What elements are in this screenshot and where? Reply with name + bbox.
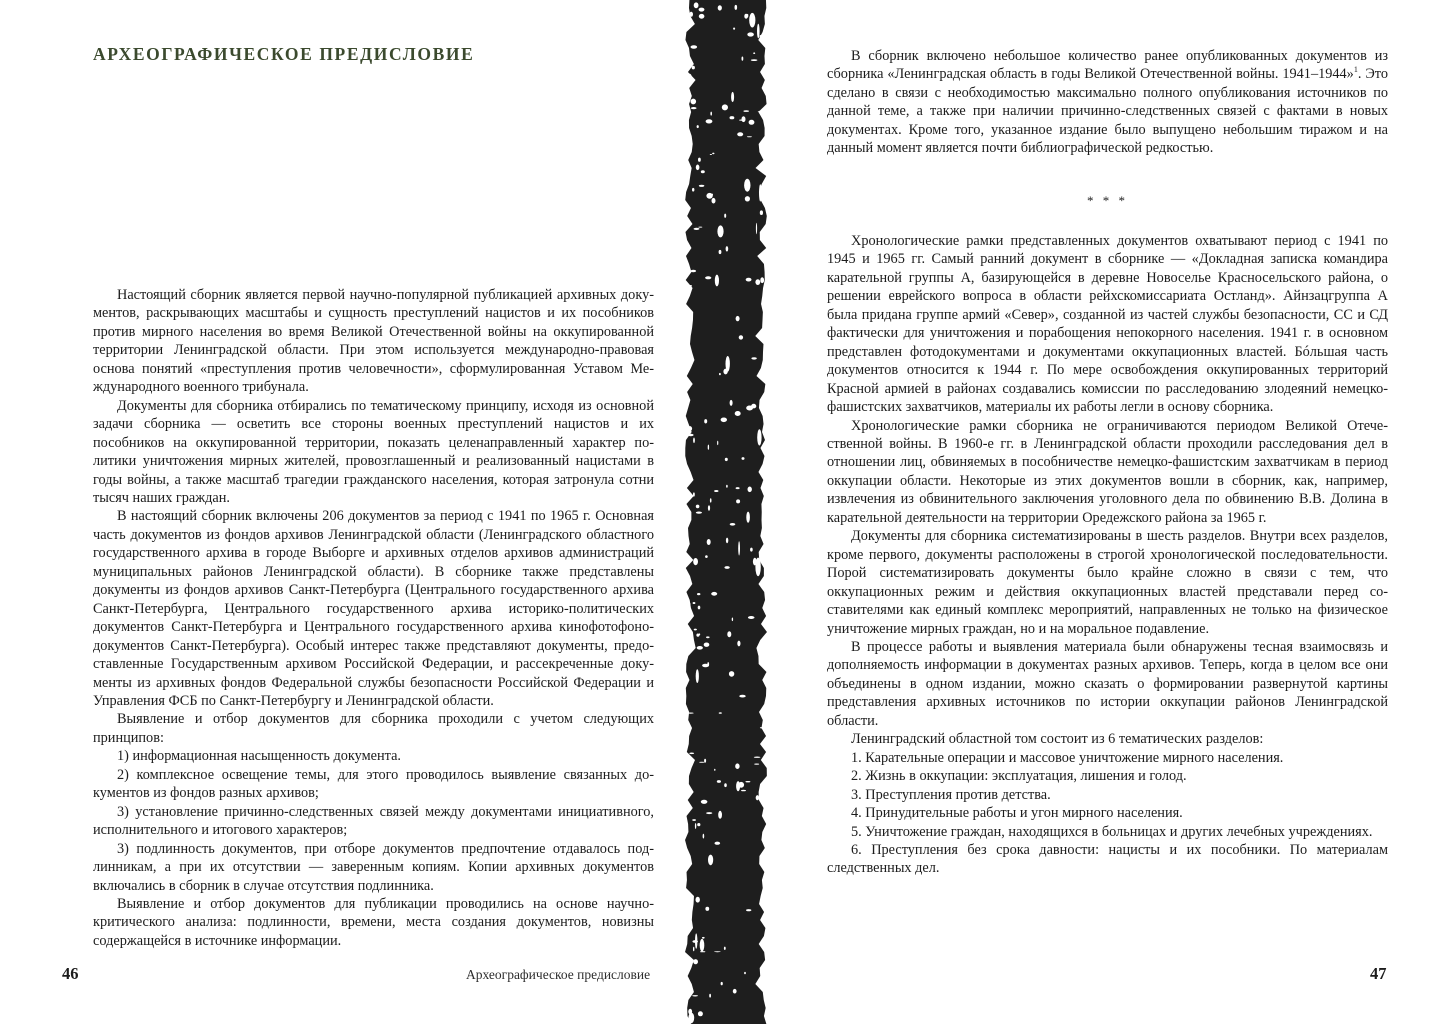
ink-speckle [746, 278, 752, 282]
paragraph: В настоящий сборник включены 206 документов за период с 1941 по 1965 г. Основная часть документов из фондов архивов Ленинградской области (Ленинградского областного государственного архива в городе Выборге и архивных отделов архивов администраций муниципальных районов Ленинградской области). В сборнике также представлены документы из фондов архивов Санкт-Петербурга (Центрального государственного архива Санкт-Петербурга, Центрального государственного архива историко-политических документов Санкт-Петербурга и Центрального государственного архива кинофотофонодокументов Санкт-Петербурга). Особый интерес также представляют документы, предоставленные Государственным архивом Российской Федерации, и рассекреченные документы из архивных фондов Федеральной службы безопасности Российской Федерации и Управления ФСБ по Санкт-Петербургу и Ленинградской области. [93, 508, 654, 709]
ink-speckle [695, 823, 696, 829]
ink-speckle [754, 757, 761, 758]
ink-speckle [692, 66, 695, 70]
ink-speckle [689, 12, 693, 17]
ink-speckle [688, 1013, 694, 1024]
paragraph: Хронологические рамки представленных документов охватывают период с 1941 по 1945 и 1965 гг. Самый ранний документ в сборнике — «Докладная записка командира карательной группы А, базирующейся в деревне Новоселье Красносельского района, о решении еврейского вопроса в области рейхскомиссариата Остланд». Айнзацгруппа А была придана группе армий «Север», созданной из частей службы безопасности, СС и СД фактически для уничтожения и порабощения непокорного населения. 1941 г. в основном представлен фотодокументами и документами оккупационных властей. Бóльшая часть документов относится к 1944 г. По мере освобождения оккупированных территорий Красной армией в районах создавались комиссии по расследованию злодеяний немецко-фашистских захватчиков, материалы их работы легли в основу сборника. [827, 233, 1388, 416]
ink-speckle [726, 246, 729, 251]
list-item: 3) установление причинно-следственных связей между документами инициативного, исполнительного и итогового характеров; [93, 803, 654, 839]
ink-speckle [715, 275, 719, 287]
list-item: 6. Преступления без срока давности: нацисты и их пособники. По материалам следственных дел. [827, 841, 1388, 877]
running-head: Археографическое предисловие [466, 967, 651, 982]
ink-speckle [704, 419, 707, 423]
ink-speckle [758, 111, 764, 112]
paragraph: В процессе работы и выявления материала были обнаружены тесная взаимосвязь и дополняемость информации в документах разных архивов. Теперь, когда в целом все они объединены в одном издании, можно сказать о формировании развернутой картины представления архивных источников по истории оккупации районов Ленинградской области. [827, 638, 1388, 729]
ink-speckle [717, 225, 723, 237]
ink-speckle [725, 458, 728, 461]
list-item: 3) подлинность документов, при отборе документов предпочтение отдавалось подлинникам, а при их отсутствии — заверенным копиям. Копии архивных документов включались в сборник в случае отсутствия подлинника. [93, 840, 654, 894]
ink-speckle [732, 618, 733, 622]
ink-speckle [708, 855, 713, 866]
ink-speckle [704, 759, 706, 763]
ink-speckle [694, 629, 697, 631]
paragraph [827, 47, 1388, 158]
ink-speckle [733, 28, 735, 30]
ink-speckle [727, 631, 731, 637]
ink-speckle [704, 643, 710, 647]
ink-speckle [724, 947, 726, 950]
ink-speckle [706, 193, 712, 199]
ink-speckle [737, 132, 743, 136]
ink-speckle [756, 795, 759, 800]
ink-speckle [699, 633, 700, 635]
ink-speckle [693, 602, 696, 604]
ink-speckle [744, 972, 746, 975]
ink-speckle [698, 1011, 703, 1016]
list-item: 3. Преступления против детства. [851, 786, 1051, 803]
ink-speckle [692, 995, 698, 996]
ink-speckle [721, 982, 723, 985]
ink-speckle [730, 400, 733, 406]
chapter-title: АРХЕОГРАФИЧЕСКОЕ ПРЕДИСЛОВИЕ [93, 44, 475, 64]
ink-speckle [748, 616, 755, 619]
ink-speckle [744, 179, 750, 192]
ink-speckle [689, 285, 692, 287]
ink-speckle [687, 74, 691, 79]
ink-speckle [751, 357, 756, 359]
ink-speckle [698, 158, 701, 162]
ink-speckle [706, 119, 713, 123]
ink-speckle [745, 196, 750, 201]
ink-speckle [696, 165, 700, 171]
paragraph: Документы для сборника систематизированы в шесть разделов. Внутри всех разделов, кроме первого, документы расположены в строгой хронологической последовательности. Порой систематизировать документы было крайне сложно в связи с тем, что оккупационных режим и действия оккупационных властей представали перед составителями как единый комплекс мероприятий, направленных не только на физическое уничтожение мирных граждан, но и на моральное подавление. [827, 528, 1388, 637]
list-item: 1. Карательные операции и массовое уничтожение мирного населения. [851, 749, 1284, 766]
ink-speckle [735, 763, 739, 769]
ink-speckle [698, 606, 701, 610]
ink-speckle [706, 636, 710, 638]
ink-speckle [749, 13, 755, 28]
ink-speckle [719, 712, 722, 714]
ink-speckle [756, 223, 757, 234]
ink-speckle [760, 277, 764, 283]
ink-speckle [697, 593, 700, 595]
ink-speckle [739, 695, 745, 698]
ink-speckle [726, 485, 728, 488]
ink-speckle [753, 52, 755, 54]
ink-speckle [747, 136, 752, 137]
ink-speckle [702, 937, 705, 939]
ink-speckle [736, 781, 740, 791]
ink-speckle [705, 555, 708, 558]
ink-speckle [757, 24, 760, 39]
section-separator: * * * [1087, 193, 1128, 208]
list-item: 2) комплексное освещение темы, для этого проводилось выявление связанных документов из фондов разных архивов; [93, 766, 654, 802]
ink-speckle [696, 897, 700, 903]
ink-speckle [712, 198, 716, 204]
ink-speckle [717, 441, 718, 445]
ink-speckle [691, 99, 697, 105]
ink-speckle [688, 713, 694, 714]
ink-speckle [737, 641, 740, 647]
ink-speckle [707, 539, 711, 545]
ink-speckle [699, 185, 705, 187]
ink-speckle [693, 492, 695, 496]
ink-speckle [731, 92, 734, 102]
ink-speckle [688, 426, 692, 431]
ink-speckle [742, 116, 746, 122]
right-body-text [827, 232, 1388, 878]
ink-speckle [718, 5, 722, 10]
ink-speckle [691, 270, 697, 272]
intro-text-continued: . Это сделано в связи с необходимостью максимально полного опубликования источников по данной теме, а также при наличии причинно-следственных связей с фактами в новых документах. Кроме того, указанное издание было выпущено небольшим тиражом и на данный момент является почти библиографической редкостью. [827, 66, 1389, 157]
ink-speckle [757, 429, 761, 445]
list-item: 1) информационная насыщенность документа. [117, 748, 401, 765]
ink-speckle [699, 14, 705, 19]
ink-speckle [719, 373, 721, 375]
ink-speckle [706, 812, 712, 814]
ink-speckle [755, 558, 760, 577]
ink-speckle [760, 35, 764, 38]
ink-speckle [724, 214, 726, 218]
ink-speckle [739, 335, 743, 339]
ink-speckle [712, 153, 714, 155]
ink-speckle [694, 2, 699, 8]
page-number-right: 47 [1370, 964, 1387, 983]
ink-speckle [724, 566, 729, 569]
ink-speckle [742, 57, 744, 61]
ink-speckle [747, 32, 754, 36]
ink-speckle [749, 120, 755, 125]
paragraph: Документы для сборника отбирались по тематическому принципу, исходя из основной задачи сборника — осветить все стороны военных преступлений нацистов и их пособников на оккупированной территории, показать целенаправленный характер политики уничтожения мирных жителей, провозглашенный и реализованный нацистами в годы войны, а также масштаб трагедии гражданского населения, которая затронула сотни тысяч наших граждан. [93, 397, 654, 506]
right-intro-text [827, 47, 1388, 158]
list-item: 2. Жизнь в оккупации: эксплуатация, лишения и голод. [851, 768, 1187, 785]
ink-speckle [691, 45, 698, 48]
paragraph: Ленинградский областной том состоит из 6 тематических разделов: [851, 731, 1264, 748]
ink-speckle [709, 994, 711, 998]
ink-speckle [699, 762, 704, 763]
ink-speckle [701, 800, 708, 804]
ink-speckle [748, 487, 752, 493]
ink-speckle [746, 909, 751, 911]
ink-speckle [721, 418, 727, 423]
intro-text: В сборник включено небольшое количество ранее опубликованных документов из сборника «Ленинградская область в годы Великой Отечественной войны. 1941–1944» [827, 48, 1388, 83]
ink-speckle [726, 538, 728, 544]
ink-speckle [693, 558, 698, 565]
ink-speckle [696, 505, 700, 509]
ink-speckle [697, 646, 703, 650]
ink-speckle [692, 940, 698, 943]
ink-speckle [743, 110, 749, 112]
ink-spine-decoration [683, 0, 769, 1024]
ink-speckle [735, 411, 741, 416]
ink-speckle [754, 764, 759, 765]
ink-speckle [710, 498, 712, 502]
ink-speckle [689, 753, 694, 755]
ink-speckle [742, 457, 745, 460]
ink-speckle [745, 781, 750, 782]
ink-speckle [714, 951, 720, 952]
ink-speckle [700, 951, 705, 952]
ink-speckle [755, 279, 760, 285]
ink-speckle [746, 512, 750, 523]
ink-speckle [693, 438, 695, 444]
ink-speckle [760, 727, 764, 728]
ink-speckle [691, 107, 697, 109]
ink-speckle [724, 783, 727, 787]
ink-speckle [736, 499, 740, 503]
list-item: 5. Уничтожение граждан, находящихся в больницах и других лечебных учреждениях. [851, 823, 1373, 840]
paragraph: Выявление и отбор документов для публикации проводились на основе научно-критического анализа: подлинности, времени, места создания документов, новизны содержащейся в источнике информации. [93, 895, 654, 949]
ink-speckle [705, 907, 709, 911]
ink-speckle [717, 780, 721, 783]
list-item: 4. Принудительные работы и угон мирного населения. [851, 805, 1183, 822]
ink-speckle [700, 939, 705, 952]
ink-speckle [733, 989, 737, 994]
footnote-mark: 1 [1353, 65, 1358, 75]
left-body-text [93, 286, 654, 950]
paragraph: Хронологические рамки сборника не ограничиваются периодом Великой Отечественной войны. В 1960-е гг. в Ленинградской области проходили расследования дел в отношении лиц, обвиняемых в пособничестве немецко-фашистским захватчикам в период оккупации области. Некоторые из этих документов вошли в сборник, как, например, извлечения из обвинительного заключения уголовного дела по обвинению В.В. Долина в карательной деятельности на территории Оредежского района за 1965 г. [827, 417, 1388, 526]
ink-speckle [730, 523, 736, 526]
ink-speckle [692, 188, 694, 192]
ink-speckle [759, 184, 762, 201]
ink-speckle [715, 842, 721, 845]
ink-speckle [714, 769, 715, 771]
ink-speckle [741, 790, 746, 792]
ink-speckle [699, 8, 705, 12]
ink-speckle [694, 228, 700, 230]
ink-speckle [710, 112, 712, 116]
ink-speckle [693, 947, 694, 952]
ink-speckle [744, 14, 748, 19]
ink-speckle [760, 210, 763, 215]
ink-speckle [697, 125, 699, 128]
ink-speckle [714, 490, 718, 492]
ink-speckle [708, 445, 709, 450]
ink-speckle [746, 406, 753, 411]
ink-speckle [750, 548, 753, 552]
ink-speckle [705, 276, 711, 279]
ink-speckle [719, 250, 722, 254]
ink-speckle [692, 819, 696, 821]
ink-speckle [736, 487, 740, 489]
ink-speckle [688, 602, 690, 608]
paragraph: Выявление и отбор документов для сборника проходили с учетом следующих принципов: [93, 711, 654, 746]
ink-speckle [722, 104, 728, 110]
ink-speckle [751, 59, 758, 61]
ink-speckle [736, 316, 740, 321]
ink-speckle [718, 811, 722, 819]
ink-speckle [738, 541, 740, 555]
ink-speckle [698, 227, 702, 228]
ink-speckle [701, 170, 705, 173]
ink-speckle [729, 671, 734, 677]
ink-speckle [723, 369, 727, 375]
ink-speckle [707, 662, 709, 666]
ink-speckle [708, 505, 710, 511]
ink-speckle [730, 116, 735, 119]
page-number-left: 46 [62, 964, 79, 983]
ink-speckle [688, 434, 694, 437]
ink-speckle [697, 823, 700, 826]
ink-speckle [693, 959, 698, 964]
ink-speckle [735, 5, 738, 10]
ink-speckle [703, 834, 705, 839]
ink-speckle [710, 154, 712, 155]
ink-speckle [711, 592, 717, 596]
ink-speckle [760, 163, 764, 166]
ink-speckle [696, 669, 699, 683]
ink-speckle [696, 511, 702, 513]
paragraph: Настоящий сборник является первой научно-популярной публикацией архивных документов, раскрывающих масштабы и сущность преступлений нацистов и их пособников против мирного населения во время Великой Отечественной войны на оккупированной территории Ленинградской области. При этом используется международно-правовая основа понятий «преступления против человечности», сформулированная Уставом Международного военного трибунала. [93, 287, 654, 396]
